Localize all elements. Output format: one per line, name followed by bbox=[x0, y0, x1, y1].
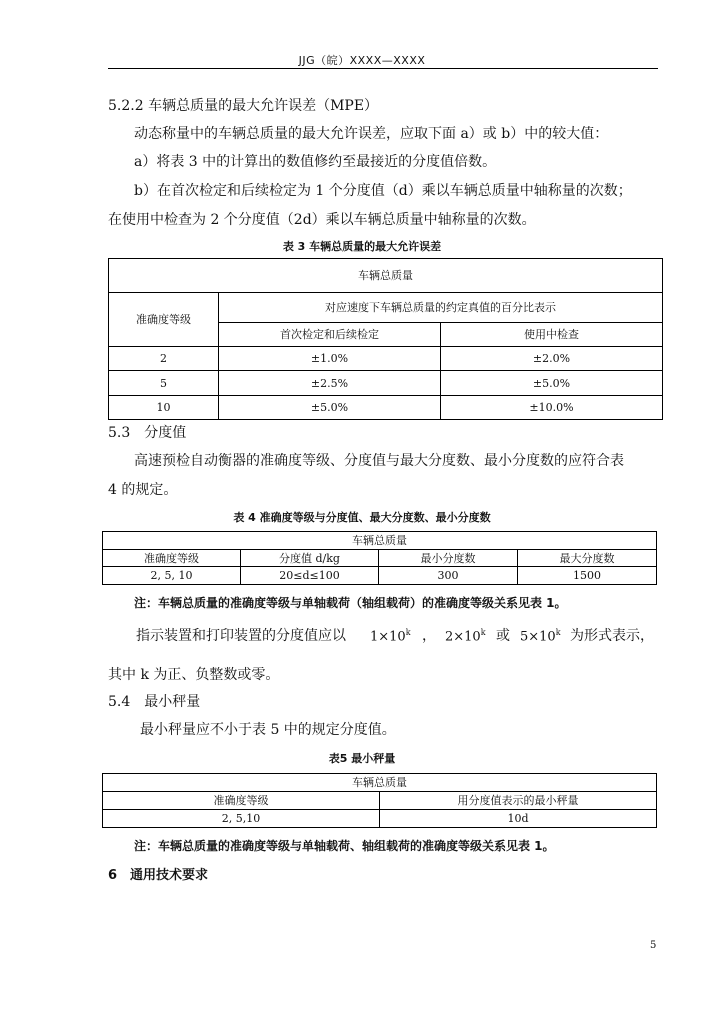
table3-cell: 5 bbox=[109, 371, 219, 396]
formula-3: $5\times 10^k$ bbox=[520, 628, 561, 645]
table3-cell: ±5.0% bbox=[441, 371, 663, 396]
header-rule bbox=[108, 68, 658, 69]
table4-top-header: 车辆总质量 bbox=[103, 532, 657, 550]
table3-cell: ±1.0% bbox=[219, 347, 441, 371]
table4-caption: 表 4 准确度等级与分度值、最大分度数、最小分度数 bbox=[233, 511, 491, 524]
table3-cell: 10 bbox=[109, 396, 219, 420]
table4-cell: 1500 bbox=[518, 567, 657, 585]
section-5-2-2-title: 5.2.2 车辆总质量的最大允许误差（MPE） bbox=[108, 98, 379, 114]
table3-span-header: 对应速度下车辆总质量的约定真值的百分比表示 bbox=[219, 293, 663, 323]
indicator-lead: 指示装置和打印装置的分度值应以 bbox=[136, 628, 346, 644]
table5 bbox=[102, 773, 657, 828]
table5-header-cell: 用分度值表示的最小秤量 bbox=[380, 792, 657, 810]
indicator-tail: 为形式表示， bbox=[570, 628, 654, 644]
item-b-line1: b）在首次检定和后续检定为 1 个分度值（d）乘以车辆总质量中轴称量的次数； bbox=[134, 183, 632, 199]
table3-caption: 表 3 车辆总质量的最大允许误差 bbox=[282, 240, 442, 253]
table3 bbox=[108, 258, 663, 420]
table3-cell: ±10.0% bbox=[441, 396, 663, 420]
table3-cell: ±2.0% bbox=[441, 347, 663, 371]
table-row bbox=[103, 567, 657, 585]
table-row bbox=[109, 371, 663, 396]
page-number: 5 bbox=[650, 940, 657, 951]
table5-top-header: 车辆总质量 bbox=[103, 774, 657, 792]
section-5-3-title: 5.3 分度值 bbox=[108, 425, 187, 441]
table-row bbox=[103, 810, 657, 828]
table-row bbox=[109, 347, 663, 371]
table-row bbox=[109, 396, 663, 420]
table4-note: 注：车辆总质量的准确度等级与单轴载荷（轴组载荷）的准确度等级关系见表 1。 bbox=[134, 596, 567, 610]
table4-cell: 2, 5, 10 bbox=[103, 567, 241, 585]
table3-class-header: 准确度等级 bbox=[109, 293, 219, 347]
table3-cell: ±5.0% bbox=[219, 396, 441, 420]
table5-cell: 10d bbox=[380, 810, 657, 828]
table4-header-cell: 准确度等级 bbox=[103, 550, 241, 567]
formula-1: $1\times 10^k$ bbox=[370, 628, 411, 645]
indicator-p2: 其中 k 为正、负整数或零。 bbox=[108, 667, 280, 683]
item-b-line2: 在使用中检查为 2 个分度值（2d）乘以车辆总质量中轴称量的次数。 bbox=[108, 212, 536, 228]
section-5-3-p1: 高速预检自动衡器的准确度等级、分度值与最大分度数、最小分度数的应符合表 bbox=[134, 453, 624, 469]
table4-header-cell: 最大分度数 bbox=[518, 550, 657, 567]
section-5-3-p2: 4 的规定。 bbox=[108, 482, 178, 498]
table3-inuse-header: 使用中检查 bbox=[441, 323, 663, 347]
table5-caption: 表5 最小秤量 bbox=[328, 752, 396, 765]
table4 bbox=[102, 531, 657, 585]
section-6-title: 6 通用技术要求 bbox=[108, 868, 209, 883]
table4-cell: 20≤d≤100 bbox=[241, 567, 379, 585]
table4-cell: 300 bbox=[379, 567, 518, 585]
table4-header-cell: 最小分度数 bbox=[379, 550, 518, 567]
table5-note: 注：车辆总质量的准确度等级与单轴载荷、轴组载荷的准确度等级关系见表 1。 bbox=[134, 839, 555, 853]
table5-cell: 2, 5,10 bbox=[103, 810, 380, 828]
formula-2: $2\times 10^k$ bbox=[445, 628, 486, 645]
section-5-2-2-intro: 动态称量中的车辆总质量的最大允许误差，应取下面 a）或 b）中的较大值： bbox=[134, 126, 609, 142]
separator-comma: ， bbox=[422, 628, 436, 644]
table5-header-cell: 准确度等级 bbox=[103, 792, 380, 810]
table3-initial-header: 首次检定和后续检定 bbox=[219, 323, 441, 347]
section-5-4-p1: 最小秤量应不小于表 5 中的规定分度值。 bbox=[140, 722, 396, 738]
running-header: JJG（皖）XXXX—XXXX bbox=[298, 54, 426, 67]
item-a: a）将表 3 中的计算出的数值修约至最接近的分度值倍数。 bbox=[134, 154, 497, 170]
section-5-4-title: 5.4 最小秤量 bbox=[108, 694, 201, 710]
table4-header-cell: 分度值 d/kg bbox=[241, 550, 379, 567]
or-word: 或 bbox=[496, 628, 510, 644]
table3-cell: ±2.5% bbox=[219, 371, 441, 396]
table3-cell: 2 bbox=[109, 347, 219, 371]
table3-top-header: 车辆总质量 bbox=[109, 259, 663, 293]
